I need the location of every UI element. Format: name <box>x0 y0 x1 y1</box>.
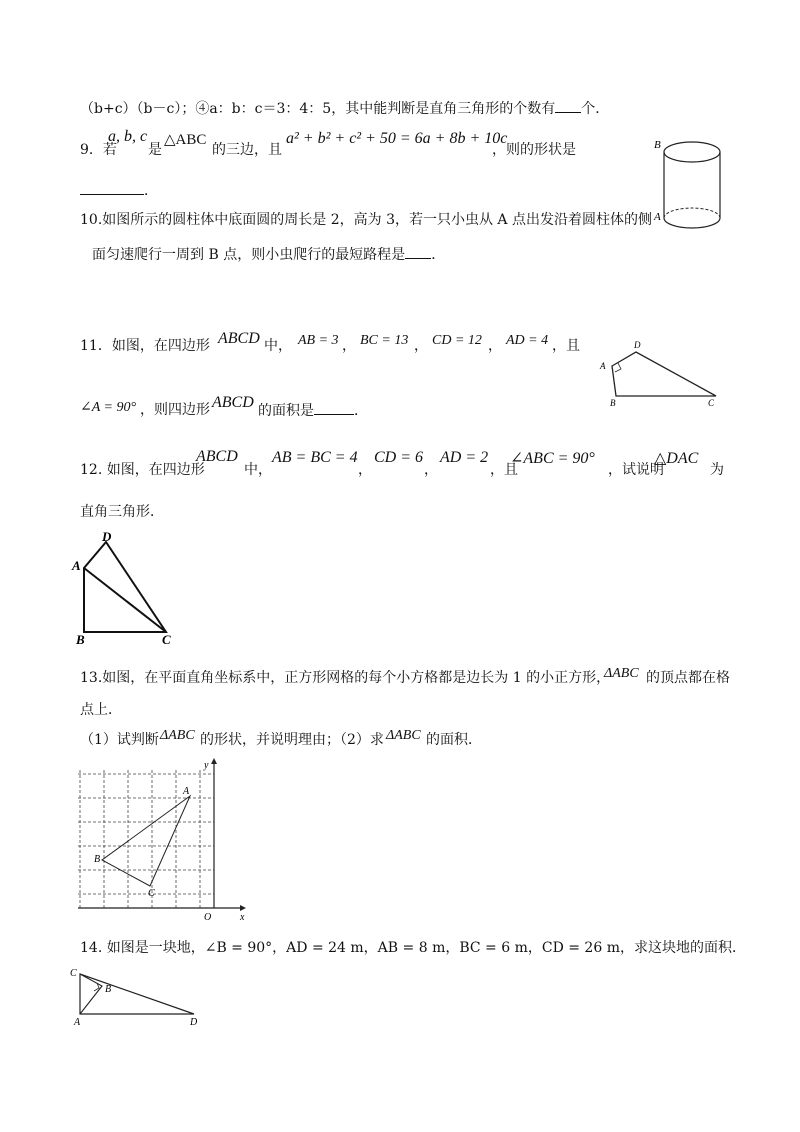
q14-outer-triangle <box>80 974 194 1014</box>
q9-answer-line <box>80 180 158 201</box>
q10-line-1: 10.如图所示的圆柱体中底面圆的周长是 2，高为 3，若一只小虫从 A 点出发沿着圆柱体的侧 <box>80 212 652 228</box>
q11-quadrilateral <box>612 352 716 396</box>
cylinder-figure <box>654 136 734 236</box>
q10-text: 面匀速爬行一周到 B 点，则小虫爬行的最短路程是 <box>92 247 406 263</box>
q11-label-d: D <box>634 340 641 350</box>
q11-text-2: 中， <box>264 338 292 354</box>
q11-label-c: C <box>708 398 715 408</box>
q9-is: 是 <box>148 142 162 158</box>
q12-text-5: 为 <box>710 462 724 478</box>
q11-comma-1: ， <box>342 338 356 354</box>
q14-label-b: B <box>105 984 112 995</box>
q10-blank <box>405 244 431 259</box>
q12-label-b: B <box>76 632 85 647</box>
q9-sides: 的三边，且 <box>212 142 282 158</box>
q13-triangle-abc <box>102 796 190 886</box>
q8-text: （b+c）（b－c）；④a：b：c＝3：4：5，其中能判断是直角三角形的个数有 <box>80 101 556 117</box>
q12-figure <box>72 530 182 645</box>
q12-label-c: C <box>162 632 171 647</box>
q14-label-d: D <box>190 1017 198 1028</box>
q11-end: ． <box>354 403 368 419</box>
q9-tail: ，则的形状是 <box>492 142 576 158</box>
q13-label-c: C <box>148 888 155 899</box>
q11-text-5: 的面积是 <box>258 403 314 419</box>
q11-figure <box>592 338 728 408</box>
q11-label-b: B <box>610 398 616 408</box>
q13-grid-lines <box>78 770 214 908</box>
q9-number: 9．若 <box>80 142 117 158</box>
q11-comma-2: ， <box>414 338 428 354</box>
q12-quad: ABCD <box>196 448 238 465</box>
q11-ad: AD = 4 <box>506 333 549 348</box>
q12-text-3: ，且 <box>490 462 518 478</box>
q12-diagonal-ac <box>84 568 166 632</box>
q12-cd: CD = 6 <box>374 449 424 466</box>
q13-label-x: x <box>240 912 245 923</box>
q12-ad: AD = 2 <box>440 449 489 466</box>
cylinder-top <box>664 142 720 162</box>
q13-label-origin: O <box>204 912 212 923</box>
q11-label-a: A <box>600 361 606 371</box>
q13-label-y: y <box>204 760 209 771</box>
q13-label-a: A <box>183 786 190 797</box>
q11-blank <box>314 400 354 415</box>
q11-text-4: ，则四边形 <box>140 402 210 418</box>
q12-angle: ∠ABC = 90° <box>510 450 595 467</box>
q14-text: 14. 如图是一块地，∠B = 90°，AD = 24 m，AB = 8 m，BC = 6 m，CD = 26 m，求这块地的面积． <box>80 940 746 956</box>
q11-quad: ABCD <box>218 330 260 347</box>
q12-comma-2: ， <box>424 462 438 478</box>
q13-triangle-2: ΔABC <box>160 728 195 743</box>
q10-line-2 <box>92 244 445 265</box>
q13-x-arrow <box>240 905 246 911</box>
q9-triangle: △ABC <box>164 132 207 148</box>
q11-line-2 <box>258 400 368 421</box>
q12-line-2: 直角三角形． <box>80 504 164 520</box>
cylinder-label-a: A <box>654 211 661 223</box>
q12-ab-bc: AB = BC = 4 <box>272 449 358 466</box>
q14-label-c: C <box>70 968 77 979</box>
q12-label-d: D <box>102 529 112 544</box>
q11-text-3: ，且 <box>552 338 580 354</box>
q13-grid-figure <box>70 758 250 923</box>
q13-text-1b: 的顶点都在格 <box>646 670 730 686</box>
q12-label-a: A <box>72 558 81 573</box>
q11-angle: ∠A = 90° <box>80 400 137 415</box>
q9-equation: a² + b² + c² + 50 = 6a + 8b + 10c <box>286 130 508 147</box>
q12-triangle: △DAC <box>654 450 699 467</box>
cylinder-label-b: B <box>654 139 661 151</box>
q11-line-1 <box>80 336 210 356</box>
q13-text-1: 13.如图，在平面直角坐标系中，正方形网格的每个小方格都是边长为 1 的小正方形， <box>80 670 611 686</box>
q13-part-1a: （1）试判断 <box>80 732 159 748</box>
q13-part-1c: 的面积． <box>426 732 482 748</box>
q12-text-1: 12. 如图，在四边形 <box>80 462 205 478</box>
q11-cd: CD = 12 <box>432 333 482 348</box>
q12-text-4: ，试说明 <box>608 462 664 478</box>
q12-text-2: 中， <box>244 462 272 478</box>
cylinder-bottom-front <box>664 218 720 228</box>
q11-comma-3: ， <box>488 338 502 354</box>
q9-blank <box>80 180 144 195</box>
q13-triangle-1: ΔABC <box>604 666 639 681</box>
q12-quadrilateral <box>84 542 166 632</box>
q13-line-2: 点上． <box>80 702 122 718</box>
q10-end: ． <box>431 247 446 263</box>
q13-y-arrow <box>211 758 217 764</box>
q13-label-b: B <box>94 854 101 865</box>
q11-ab: AB = 3 <box>298 333 339 348</box>
q11-bc: BC = 13 <box>360 333 409 348</box>
q8-line <box>80 98 609 119</box>
q9-end: ． <box>144 183 158 199</box>
q14-label-a: A <box>74 1017 81 1028</box>
q13-part-1b: 的形状，并说明理由；（2）求 <box>200 732 384 748</box>
q13-triangle-3: ΔABC <box>386 728 421 743</box>
q11-text-1: 11．如图，在四边形 <box>80 338 210 354</box>
q14-figure <box>70 964 210 1028</box>
q8-tail: 个． <box>581 101 610 117</box>
q8-blank <box>555 98 581 113</box>
q11-quad-2: ABCD <box>212 394 254 411</box>
cylinder-bottom-back <box>664 208 720 218</box>
q12-comma-1: ， <box>358 462 372 478</box>
q9-vars: a, b, c <box>108 128 148 145</box>
